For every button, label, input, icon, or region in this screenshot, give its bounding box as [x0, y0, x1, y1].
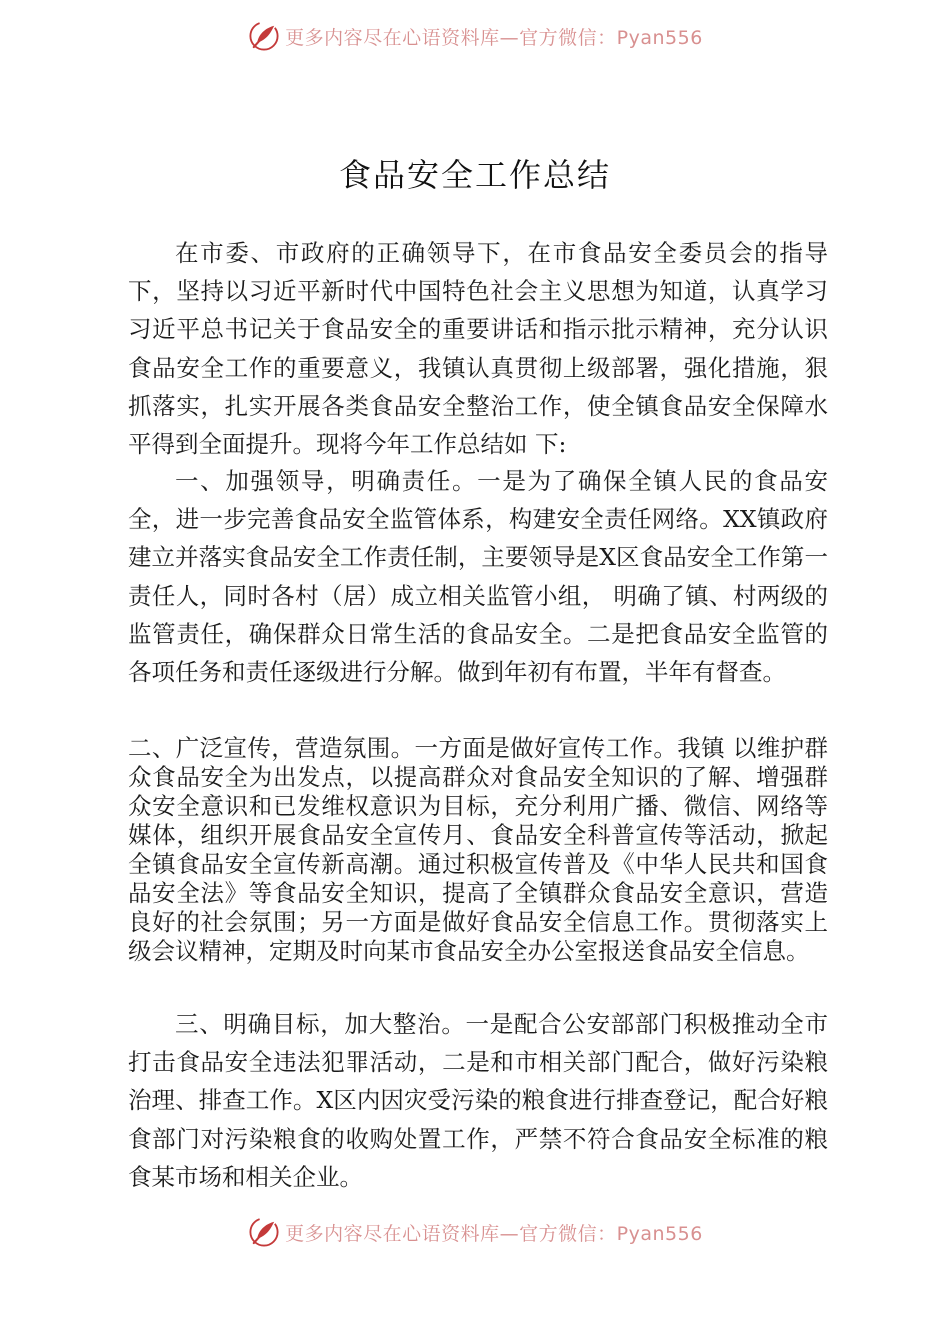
watermark-text: 更多内容尽在心语资料库—官方微信：Pyan556 [285, 26, 703, 49]
document-title: 食品安全工作总结 [338, 156, 611, 194]
section-two-paragraph: 二、广泛宣传，营造氛围。一方面是做好宣传工作。我镇 以维护群众食品安全为出发点，以提高群众对食品安全知识的了解、增强群众安全意识和已发维权意识为目标，充分利用广播、微信、网络等媒体，组织开展食品安全宣传月、食品安全科普宣传等活动，掀起全镇食品安全宣传新高潮。通过积极宣传普及《中华人民共和国食品安全法》等食品安全知识，提高了全镇群众食品安全意识，营造良好的社会氛围；另一方面是做好食品安全信息工作。贯彻落实上级会议精神，定期及时向某市食品安全办公室报送食品安全信息。 [128, 734, 828, 965]
red-leaf-logo-icon [247, 1215, 281, 1249]
watermark-text: 更多内容尽在心语资料库—官方微信：Pyan556 [285, 1222, 703, 1245]
red-leaf-logo-icon [247, 19, 281, 53]
section-one-paragraph: 一、加强领导，明确责任。一是为了确保全镇人民的食品安全，进一步完善食品安全监管体系，构建安全责任网络。XX镇政府建立并落实食品安全工作责任制，主要领导是X区食品安全工作第一责任人，同时各村（居）成立相关监管小组， 明确了镇、村两级的监管责任，确保群众日常生活的食品安全。二是把食品安全监管的各项任务和责任逐级进行分解。做到年初有布置，半年有督查。 [128, 467, 828, 687]
intro-paragraph: 在市委、市政府的正确领导下，在市食品安全委员会的指导下，坚持以习近平新时代中国特色社会主义思想为知道，认真学习习近平总书记关于食品安全的重要讲话和指示批示精神，充分认识食品安全工作的重要意义，我镇认真贯彻上级部署，强化措施，狠抓落实，扎实开展各类食品安全整治工作，使全镇食品安全保障水平得到全面提升。现将今年工作总结如 下: [128, 239, 828, 459]
header-watermark [0, 16, 950, 56]
section-three-paragraph: 三、明确目标，加大整治。一是配合公安部部门积极推动全市打击食品安全违法犯罪活动，二是和市相关部门配合，做好污染粮治理、排查工作。X区内因灾受污染的粮食进行排查登记，配合好粮食部门对污染粮食的收购处置工作，严禁不符合食品安全标准的粮食某市场和相关企业。 [128, 1010, 828, 1191]
footer-watermark [0, 1212, 950, 1252]
